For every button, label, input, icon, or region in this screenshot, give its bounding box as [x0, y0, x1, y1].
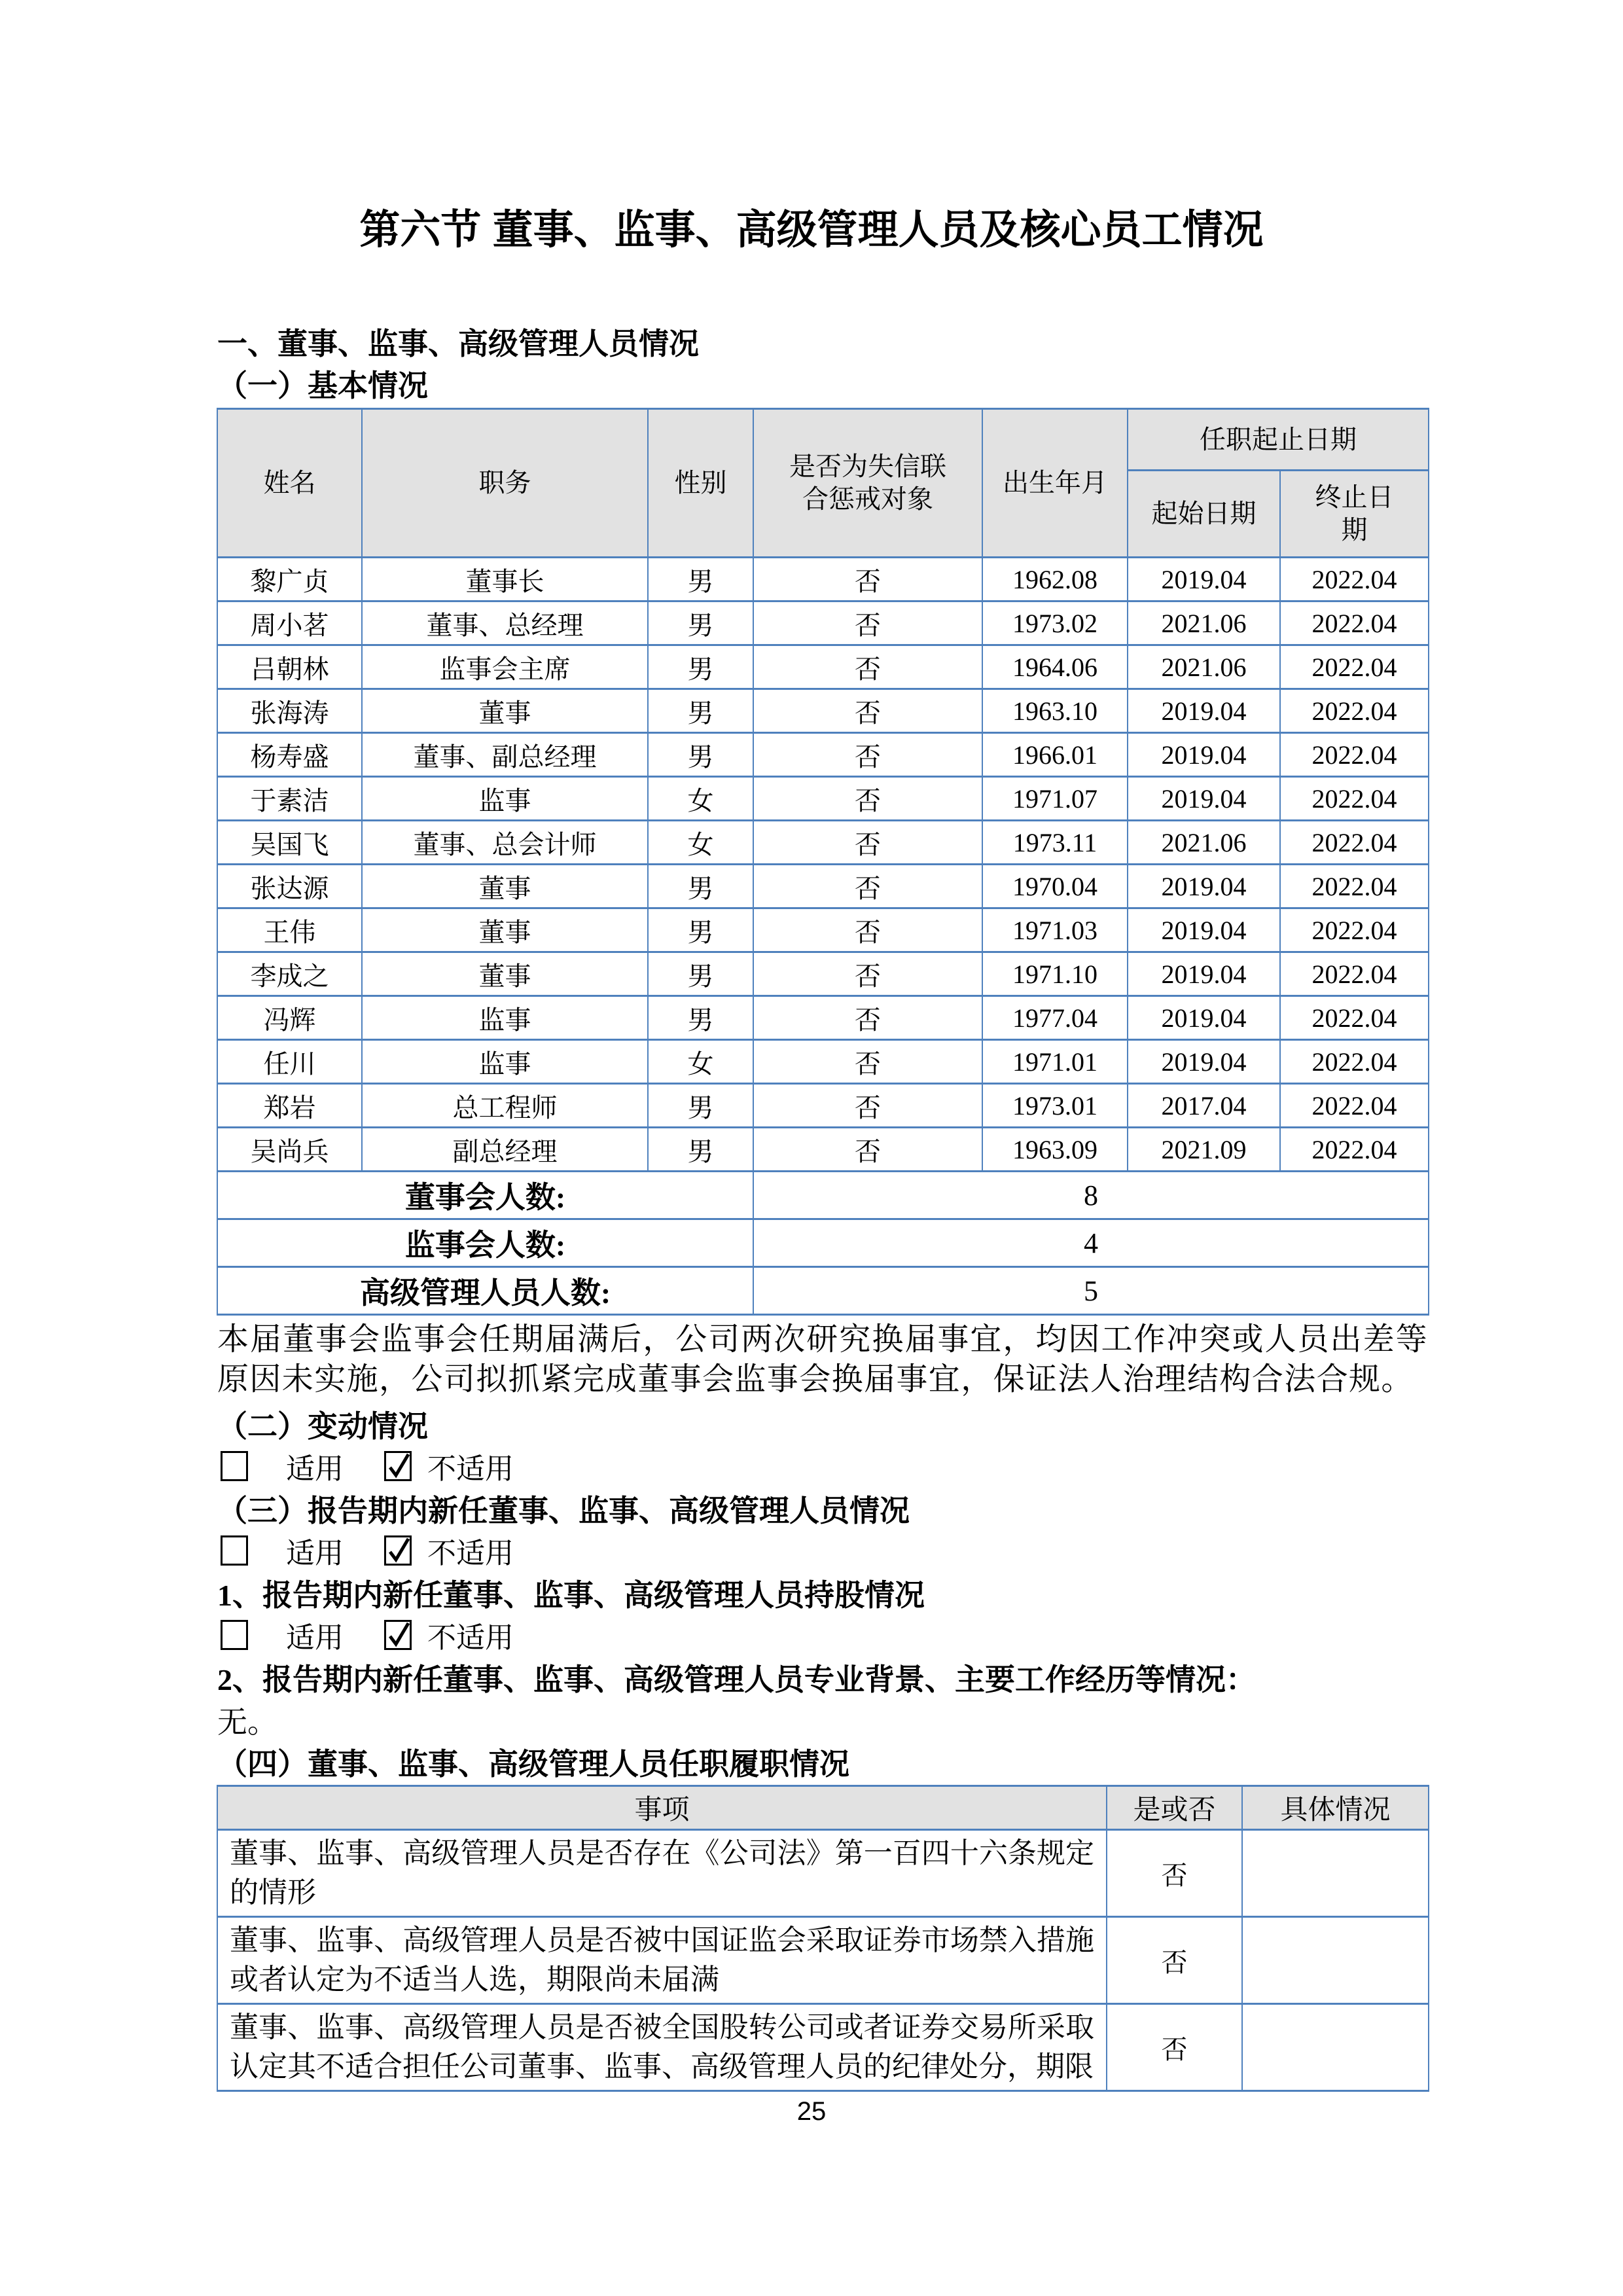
cell-birth: 1973.11	[982, 821, 1128, 865]
cell-end: 2022.04	[1280, 733, 1429, 777]
cell-dishonest: 否	[753, 908, 982, 952]
election-note-paragraph: 本届董事会监事会任期届满后，公司两次研究换届事宜，均因工作冲突或人员出差等原因未实施，公司拟抓紧完成董事会监事会换届事宜，保证法人治理结构合法合规。	[217, 1322, 1428, 1397]
table-row	[217, 645, 1429, 689]
cell-name: 吴国飞	[217, 821, 362, 865]
cell-gender: 男	[648, 908, 753, 952]
cell-dishonest: 否	[753, 996, 982, 1040]
cell-birth: 1970.04	[982, 865, 1128, 908]
cell-start: 2019.04	[1128, 865, 1280, 908]
cell-name: 吕朝林	[217, 645, 362, 689]
cell-start: 2019.04	[1128, 996, 1280, 1040]
summary-row-executive-count	[217, 1267, 1429, 1315]
heading-new-appointee-shareholding: 1、报告期内新任董事、监事、高级管理人员持股情况	[217, 1579, 925, 1612]
applicability-line-changes	[221, 1448, 514, 1484]
cell-birth: 1971.07	[982, 777, 1128, 821]
subsection-heading-new-appointments: （三）报告期内新任董事、监事、高级管理人员情况	[217, 1494, 910, 1528]
header-tenure: 任职起止日期	[1128, 409, 1429, 471]
subsection-heading-changes: （二）变动情况	[217, 1410, 428, 1443]
cell-name: 吴尚兵	[217, 1128, 362, 1172]
cell-position: 董事	[362, 865, 648, 908]
cell-end: 2022.04	[1280, 952, 1429, 996]
cell-start: 2021.06	[1128, 645, 1280, 689]
table-row	[217, 821, 1429, 865]
cell-position: 董事长	[362, 558, 648, 601]
page-number: 25	[796, 2097, 827, 2126]
cell-name: 张达源	[217, 865, 362, 908]
table-row	[217, 908, 1429, 952]
cell-birth: 1971.01	[982, 1040, 1128, 1084]
section-heading-management: 一、董事、监事、高级管理人员情况	[217, 327, 699, 361]
cell-position: 监事会主席	[362, 645, 648, 689]
table-header-row	[217, 1786, 1429, 1830]
cell-dishonest: 否	[753, 645, 982, 689]
page-title: 第六节 董事、监事、高级管理人员及核心员工情况	[359, 207, 1264, 253]
header-dishonest-line2: 合惩戒对象	[802, 484, 933, 514]
cell-end: 2022.04	[1280, 601, 1429, 645]
cell-gender: 男	[648, 865, 753, 908]
cell-dishonest: 否	[753, 1040, 982, 1084]
cell-position: 董事	[362, 689, 648, 733]
none-text: 无。	[217, 1706, 277, 1739]
heading-new-appointee-background: 2、报告期内新任董事、监事、高级管理人员专业背景、主要工作经历等情况：	[217, 1663, 1256, 1696]
cell-name: 于素洁	[217, 777, 362, 821]
summary-label: 董事会人数:	[217, 1172, 753, 1219]
cell-start: 2021.09	[1128, 1128, 1280, 1172]
cell-gender: 男	[648, 733, 753, 777]
table-row	[217, 601, 1429, 645]
table-row	[217, 1084, 1429, 1128]
cell-birth: 1973.02	[982, 601, 1128, 645]
cell-detail	[1242, 1917, 1429, 2004]
table-row	[217, 733, 1429, 777]
not-applicable-label: 不适用	[427, 1622, 514, 1654]
cell-birth: 1971.10	[982, 952, 1128, 996]
applicability-line-new-appointments	[221, 1532, 514, 1569]
applicable-label: 适用	[286, 1537, 344, 1570]
cell-end: 2022.04	[1280, 908, 1429, 952]
cell-name: 王伟	[217, 908, 362, 952]
cell-end: 2022.04	[1280, 1084, 1429, 1128]
table-row	[217, 865, 1429, 908]
header-dishonest-line1: 是否为失信联	[789, 452, 946, 481]
cell-dishonest: 否	[753, 601, 982, 645]
cell-birth: 1963.09	[982, 1128, 1128, 1172]
cell-position: 总工程师	[362, 1084, 648, 1128]
table-row	[217, 952, 1429, 996]
header-birth: 出生年月	[982, 409, 1128, 558]
cell-birth: 1964.06	[982, 645, 1128, 689]
duty-performance-table	[217, 1785, 1429, 2092]
cell-birth: 1966.01	[982, 733, 1128, 777]
header-yes-no: 是或否	[1107, 1786, 1242, 1830]
cell-position: 董事、总经理	[362, 601, 648, 645]
cell-answer: 否	[1107, 1917, 1242, 2004]
cell-dishonest: 否	[753, 733, 982, 777]
cell-position: 董事、总会计师	[362, 821, 648, 865]
cell-end: 2022.04	[1280, 689, 1429, 733]
cell-detail	[1242, 1830, 1429, 1917]
summary-label: 监事会人数:	[217, 1219, 753, 1267]
table-row	[217, 558, 1429, 601]
cell-end: 2022.04	[1280, 1040, 1429, 1084]
header-position: 职务	[362, 409, 648, 558]
summary-row-board-count	[217, 1172, 1429, 1219]
cell-start: 2017.04	[1128, 1084, 1280, 1128]
subsection-heading-basic-info: （一）基本情况	[217, 369, 428, 403]
cell-dishonest: 否	[753, 1084, 982, 1128]
header-end-line2: 期	[1341, 515, 1368, 545]
cell-birth: 1971.03	[982, 908, 1128, 952]
checkbox-unchecked-icon	[221, 1451, 248, 1481]
cell-gender: 女	[648, 1040, 753, 1084]
table-row	[217, 777, 1429, 821]
header-end-line1: 终止日	[1315, 482, 1394, 512]
header-item: 事项	[217, 1786, 1107, 1830]
summary-row-supervisor-count	[217, 1219, 1429, 1267]
cell-dishonest: 否	[753, 952, 982, 996]
applicability-line-shareholding	[221, 1617, 514, 1653]
header-start-date: 起始日期	[1128, 471, 1280, 558]
cell-dishonest: 否	[753, 865, 982, 908]
not-applicable-label: 不适用	[427, 1453, 514, 1485]
table-header-row	[217, 409, 1429, 471]
cell-answer: 否	[1107, 1830, 1242, 1917]
cell-gender: 男	[648, 601, 753, 645]
cell-item: 董事、监事、高级管理人员是否被中国证监会采取证券市场禁入措施或者认定为不适当人选，期限尚未届满	[217, 1917, 1107, 2004]
table-row	[217, 2004, 1429, 2091]
cell-birth: 1963.10	[982, 689, 1128, 733]
cell-answer: 否	[1107, 2004, 1242, 2091]
cell-birth: 1977.04	[982, 996, 1128, 1040]
cell-position: 董事	[362, 908, 648, 952]
cell-name: 杨寿盛	[217, 733, 362, 777]
header-gender: 性别	[648, 409, 753, 558]
not-applicable-label: 不适用	[427, 1537, 514, 1570]
cell-dishonest: 否	[753, 689, 982, 733]
cell-name: 周小茗	[217, 601, 362, 645]
summary-value: 8	[753, 1172, 1429, 1219]
cell-start: 2019.04	[1128, 952, 1280, 996]
cell-gender: 女	[648, 777, 753, 821]
cell-dishonest: 否	[753, 1128, 982, 1172]
cell-end: 2022.04	[1280, 1128, 1429, 1172]
table-row	[217, 1128, 1429, 1172]
cell-dishonest: 否	[753, 821, 982, 865]
cell-gender: 男	[648, 558, 753, 601]
cell-dishonest: 否	[753, 777, 982, 821]
cell-dishonest: 否	[753, 558, 982, 601]
cell-gender: 男	[648, 1084, 753, 1128]
checkbox-unchecked-icon	[221, 1620, 248, 1650]
cell-name: 黎广贞	[217, 558, 362, 601]
table-row	[217, 689, 1429, 733]
cell-start: 2019.04	[1128, 777, 1280, 821]
cell-start: 2019.04	[1128, 733, 1280, 777]
header-detail: 具体情况	[1242, 1786, 1429, 1830]
cell-start: 2021.06	[1128, 821, 1280, 865]
cell-detail	[1242, 2004, 1429, 2091]
checkbox-checked-icon	[384, 1620, 412, 1650]
checkbox-checked-icon	[384, 1535, 412, 1566]
cell-position: 董事	[362, 952, 648, 996]
cell-gender: 男	[648, 996, 753, 1040]
cell-gender: 女	[648, 821, 753, 865]
cell-end: 2022.04	[1280, 821, 1429, 865]
cell-end: 2022.04	[1280, 996, 1429, 1040]
cell-start: 2019.04	[1128, 908, 1280, 952]
cell-name: 郑岩	[217, 1084, 362, 1128]
cell-name: 任川	[217, 1040, 362, 1084]
cell-item: 董事、监事、高级管理人员是否被全国股转公司或者证券交易所采取认定其不适合担任公司董事、监事、高级管理人员的纪律处分，期限	[217, 2004, 1107, 2091]
checkbox-checked-icon	[384, 1451, 412, 1481]
table-row	[217, 1830, 1429, 1917]
header-dishonest	[753, 409, 982, 558]
basic-info-table	[217, 408, 1429, 1316]
table-row	[217, 1040, 1429, 1084]
summary-label: 高级管理人员人数:	[217, 1267, 753, 1315]
cell-gender: 男	[648, 645, 753, 689]
cell-start: 2019.04	[1128, 1040, 1280, 1084]
cell-end: 2022.04	[1280, 865, 1429, 908]
cell-name: 李成之	[217, 952, 362, 996]
cell-gender: 男	[648, 1128, 753, 1172]
cell-position: 副总经理	[362, 1128, 648, 1172]
subsection-heading-duty-performance: （四）董事、监事、高级管理人员任职履职情况	[217, 1748, 849, 1781]
header-end-date	[1280, 471, 1429, 558]
cell-end: 2022.04	[1280, 777, 1429, 821]
cell-name: 冯辉	[217, 996, 362, 1040]
table-row	[217, 996, 1429, 1040]
header-name: 姓名	[217, 409, 362, 558]
cell-position: 董事、副总经理	[362, 733, 648, 777]
cell-gender: 男	[648, 952, 753, 996]
cell-start: 2021.06	[1128, 601, 1280, 645]
cell-birth: 1962.08	[982, 558, 1128, 601]
cell-position: 监事	[362, 996, 648, 1040]
cell-start: 2019.04	[1128, 689, 1280, 733]
cell-position: 监事	[362, 777, 648, 821]
cell-item: 董事、监事、高级管理人员是否存在《公司法》第一百四十六条规定的情形	[217, 1830, 1107, 1917]
applicable-label: 适用	[286, 1622, 344, 1654]
cell-position: 监事	[362, 1040, 648, 1084]
cell-birth: 1973.01	[982, 1084, 1128, 1128]
table-row	[217, 1917, 1429, 2004]
checkbox-unchecked-icon	[221, 1535, 248, 1566]
summary-value: 4	[753, 1219, 1429, 1267]
cell-name: 张海涛	[217, 689, 362, 733]
summary-value: 5	[753, 1267, 1429, 1315]
cell-end: 2022.04	[1280, 645, 1429, 689]
cell-end: 2022.04	[1280, 558, 1429, 601]
cell-start: 2019.04	[1128, 558, 1280, 601]
cell-gender: 男	[648, 689, 753, 733]
applicable-label: 适用	[286, 1453, 344, 1485]
